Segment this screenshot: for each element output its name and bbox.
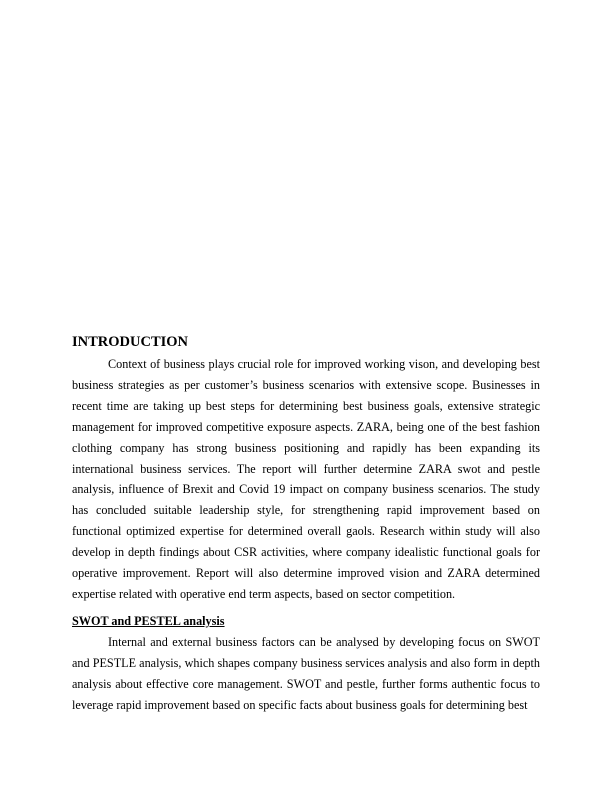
swot-paragraph: Internal and external business factors can be analysed by developing focus on SWOT and PESTLE analysis, which shapes company business services analysis and also form in depth analysis about effective core management. SWOT and pestle, further forms authentic focus to leverage rapid improvement based on specific facts about business goals for determining best	[72, 635, 540, 712]
introduction-paragraph: Context of business plays crucial role for improved working vison, and developing best business strategies as per customer’s business scenarios with extensive scope. Businesses in recent time are taking up best steps for determining best business goals, extensive strategic management for improved competitive exposure aspects. ZARA, being one of the best fashion clothing company has strong business positioning and rapidly has been expanding its international business services. The report will further determine ZARA swot and pestle analysis, influence of Brexit and Covid 19 impact on company business scenarios. The study has concluded suitable leadership style, for strengthening rapid improvement based on functional optimized expertise for determined overall gaols. Research within study will also develop in depth findings about CSR activities, where company idealistic functional goals for operative improvement. Report will also determine improved vision and ZARA determined expertise related with operative end term aspects, based on sector competition.	[72, 357, 540, 601]
subheading-swot-pestel: SWOT and PESTEL analysis	[72, 614, 225, 628]
section-heading-introduction: INTRODUCTION	[72, 334, 189, 350]
